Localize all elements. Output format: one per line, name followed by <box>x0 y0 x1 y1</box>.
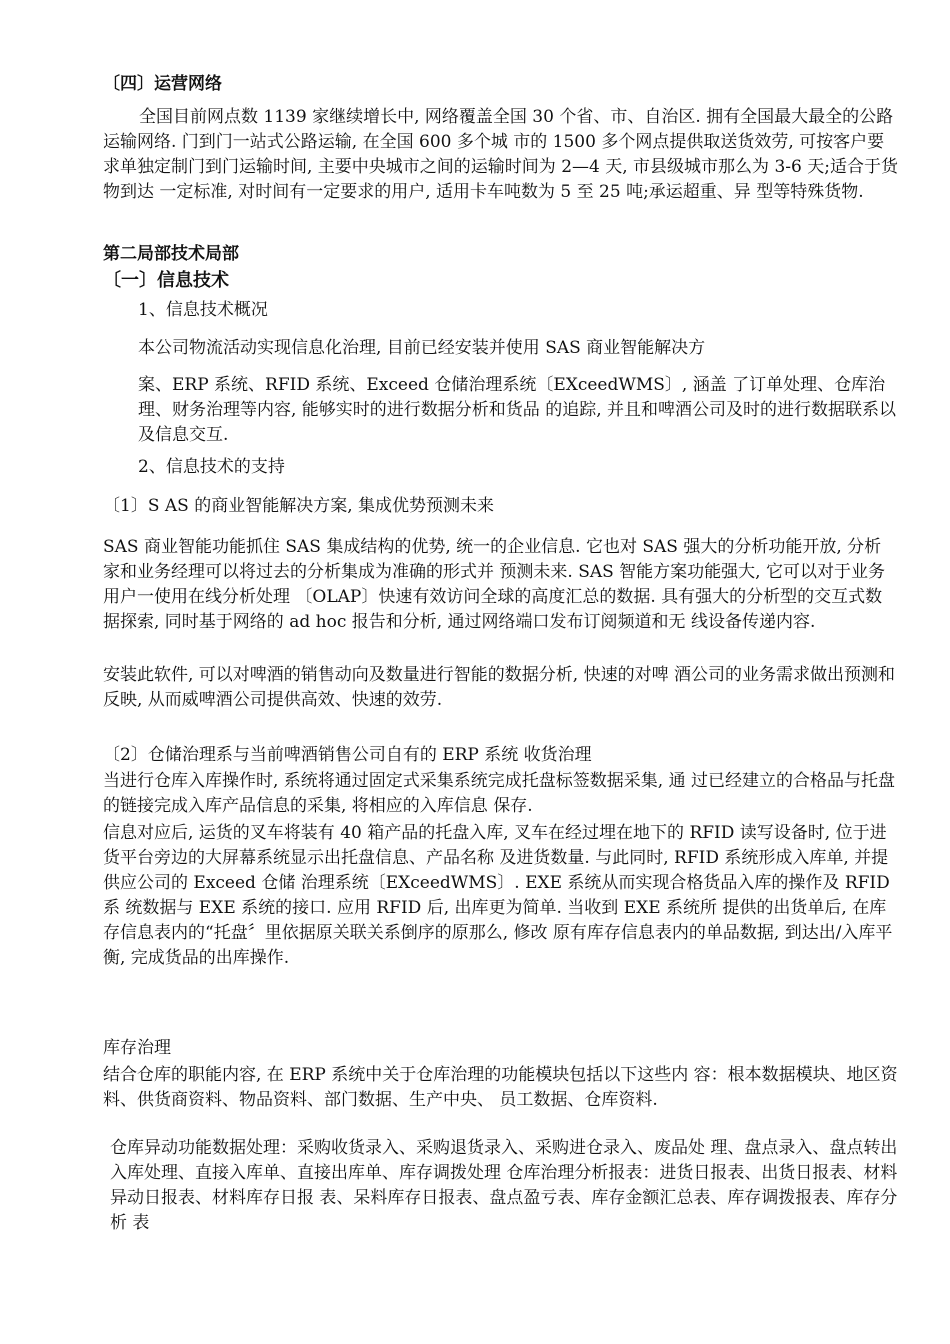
item1-title: 1、信息技术概况 <box>138 300 268 320</box>
section-four-heading: 〔四〕运营网络 <box>103 74 222 94</box>
sub2-title: 〔2〕仓储治理系与当前啤酒销售公司自有的 ERP 系统 收货治理 <box>103 745 592 765</box>
item1-body: 案、ERP 系统、RFID 系统、Exceed 仓储治理系统〔EXceedWMS〕, 涵盖 了订单处理、仓库治理、财务治理等内容, 能够实时的进行数据分析和货品 的追踪, 并且和啤酒公司及时的进行数据联系以及信息交互. <box>138 375 897 445</box>
section-four-body: 全国目前网点数 1139 家继续增长中, 网络覆盖全国 30 个省、市、自治区. 拥有全国最大最全的公路运输网络. 门到门一站式公路运输, 在全国 600 多个城 市的 1500 多个网点提供取送货效劳, 可按客户要求单独定制门到门运输时间, 主要中央城市之间的运输时间为 2—4 天, 市县级城市那么为 3-6 天;适合于货物到达 一定标准, 对时间有一定要求的用户, 适用卡车吨数为 5 至 25 吨;承运超重、异 型等特殊货物. <box>103 107 898 202</box>
sub2-body-2: 信息对应后, 运货的叉车将装有 40 箱产品的托盘入库, 叉车在经过埋在地下的 RFID 读写设备时, 位于进货平台旁边的大屏幕系统显示出托盘信息、产品名称 及进货数量. 与此同时, RFID 系统形成入库单, 并提供应公司的 Exceed 仓储 治理系统〔EXceedWMS〕. EXE 系统从而实现合格货品入库的操作及 RFID 系 统数据与 EXE 系统的接口. 应用 RFID 后, 出库更为简单. 当收到 EXE 系统所 提供的出货单后, 在库存信息表内的“托盘〞里依据原关联关系倒序的原那么, 修改 原有库存信息表内的单品数据, 到达出/入库平衡, 完成货品的出库操作. <box>103 823 893 968</box>
item2-title: 2、信息技术的支持 <box>138 457 285 477</box>
part-two-heading: 第二局部技术局部 <box>103 244 239 264</box>
item1-line1: 本公司物流活动实现信息化治理, 目前已经安装并使用 SAS 商业智能解决方 <box>138 338 706 358</box>
sub1-body-2: 安装此软件, 可以对啤酒的销售动向及数量进行智能的数据分析, 快速的对啤 酒公司的业务需求做出预测和反映, 从而威啤酒公司提供高效、快速的效劳. <box>103 665 896 710</box>
sub1-title: 〔1〕S AS 的商业智能解决方案, 集成优势预测未来 <box>103 496 494 516</box>
part-two-subheading: 〔一〕信息技术 <box>103 270 229 291</box>
inventory-title: 库存治理 <box>103 1038 171 1058</box>
sub2-body-1: 当进行仓库入库操作时, 系统将通过固定式采集系统完成托盘标签数据采集, 通 过已经建立的合格品与托盘的链接完成入库产品信息的采集, 将相应的入库信息 保存. <box>103 771 896 816</box>
inventory-body-2: 仓库异动功能数据处理：采购收货录入、采购退货录入、采购进仓录入、废品处 理、盘点录入、盘点转出入库处理、直接入库单、直接出库单、库存调拨处理 仓库治理分析报表：进货日报表、出货日报表、材料异动日报表、材料库存日报 表、呆料库存日报表、盘点盈亏表、库存金额汇总表、库存调拨报表、库存分析 表 <box>110 1138 898 1233</box>
sub1-body: SAS 商业智能功能抓住 SAS 集成结构的优势, 统一的企业信息. 它也对 SAS 强大的分析功能开放, 分析家和业务经理可以将过去的分析集成为准确的形式并 预测未来. SAS 智能方案功能强大, 它可以对于业务用户一使用在线分析处理 〔OLAP〕快速有效访问全球的高度汇总的数据. 具有强大的分析型的交互式数 据探索, 同时基于网络的 ad hoc 报告和分析, 通过网络端口发布订阅频道和无 线设备传递内容. <box>103 537 885 632</box>
inventory-body: 结合仓库的职能内容, 在 ERP 系统中关于仓库治理的功能模块包括以下这些内 容：根本数据模块、地区资料、供货商资料、物品资料、部门数据、生产中央、 员工数据、仓库资料. <box>103 1065 898 1110</box>
